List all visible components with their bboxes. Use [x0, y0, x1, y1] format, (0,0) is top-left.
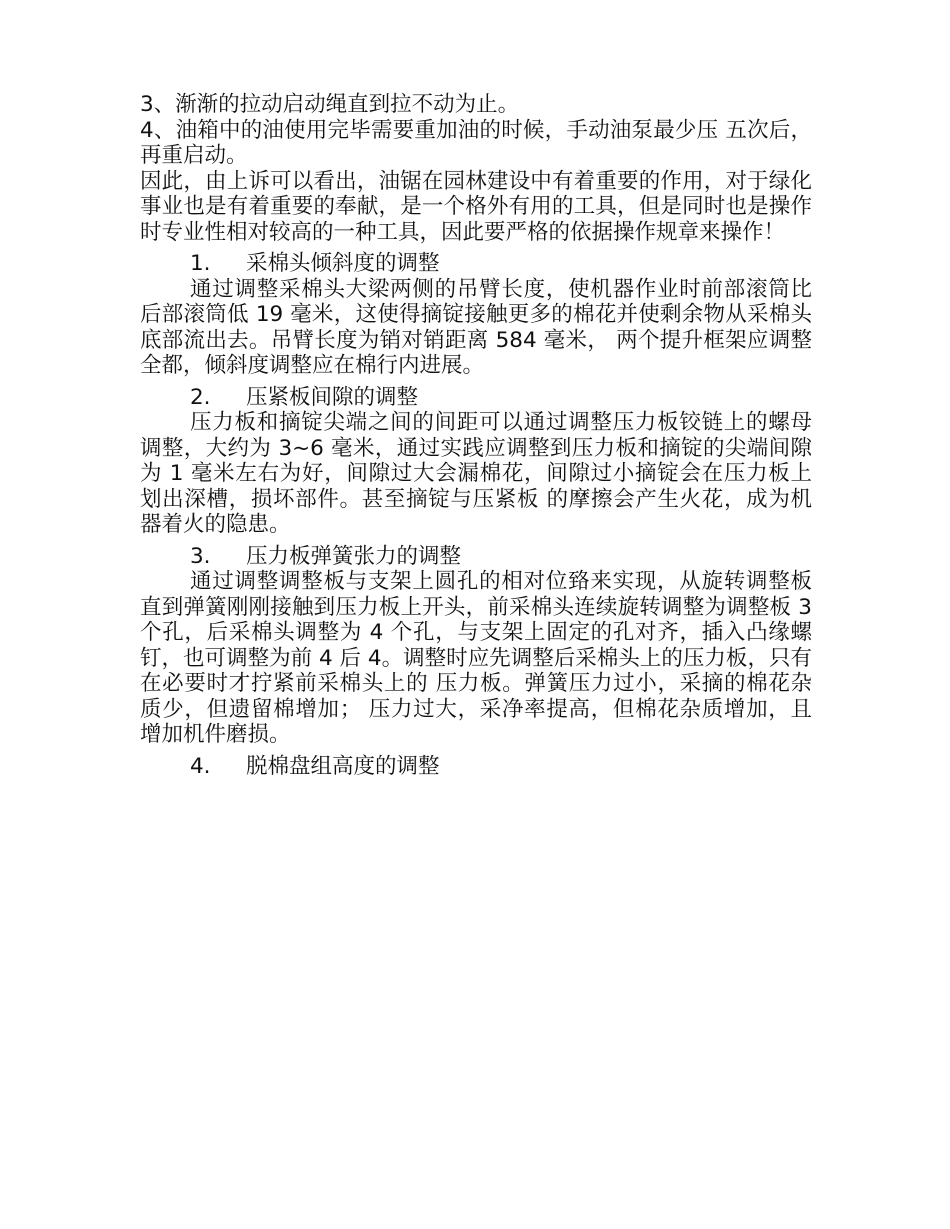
section-heading-2	[140, 385, 812, 411]
conclusion-paragraph: 因此，由上诉可以看出，油锯在园林建设中有着重要的作用，对于绿化事业也是有着重要的奉献，是一个格外有用的工具，但是同时也是操作时专业性相对较高的一种工具，因此要严格的依据操作规章来操作！	[140, 168, 812, 245]
section-number: 2.	[190, 384, 211, 410]
section-title: 脱棉盘组高度的调整	[246, 753, 440, 779]
section-number: 1.	[190, 251, 211, 276]
section-title: 压紧板间隙的调整	[246, 384, 419, 410]
section-body-2: 压力板和摘锭尖端之间的间距可以通过调整压力板铰链上的螺母调整，大约为 3~6 毫米，通过实践应调整到压力板和摘锭的尖端间隙为 1 毫米左右为好，间隙过大会漏棉花，间隙过小摘锭会在压力板上划出深槽，损坏部件。甚至摘锭与压紧板 的摩擦会产生火花，成为机器着火的隐患。	[140, 410, 812, 537]
document-page	[140, 92, 812, 779]
section-body-3: 通过调整调整板与支架上圆孔的相对位臵来实现，从旋转调整板直到弹簧刚刚接触到压力板上开头，前采棉头连续旋转调整为调整板 3 个孔，后采棉头调整为 4 个孔，与支架上固定的孔对齐，插入凸缘螺钉，也可调整为前 4 后 4。调整时应先调整后采棉头上的压力板，只有在必要时才拧紧前采棉头上的 压力板。弹簧压力过小，采摘的棉花杂质少，但遗留棉增加； 压力过大，采净率提高，但棉花杂质增加，且增加机件磨损。	[140, 569, 812, 747]
section-number: 4.	[190, 753, 211, 779]
section-heading-3	[140, 544, 812, 570]
list-item-4: 4、油箱中的油使用完毕需要重加油的时候，手动油泵最少压 五次后，再重启动。	[140, 117, 812, 168]
list-item-3: 3、渐渐的拉动启动绳直到拉不动为止。	[140, 92, 520, 117]
section-heading-1	[140, 251, 812, 277]
section-heading-4	[140, 754, 812, 780]
section-body-1: 通过调整采棉头大梁两侧的吊臂长度，使机器作业时前部滚筒比后部滚筒低 19 毫米，这使得摘锭接触更多的棉花并使剩余物从采棉头底部流出去。吊臂长度为销对销距离 584 毫米， 两个提升框架应调整全都，倾斜度调整应在棉行内进展。	[140, 276, 812, 378]
section-title: 采棉头倾斜度的调整	[246, 251, 440, 276]
section-title: 压力板弹簧张力的调整	[246, 543, 462, 569]
section-number: 3.	[190, 543, 211, 569]
